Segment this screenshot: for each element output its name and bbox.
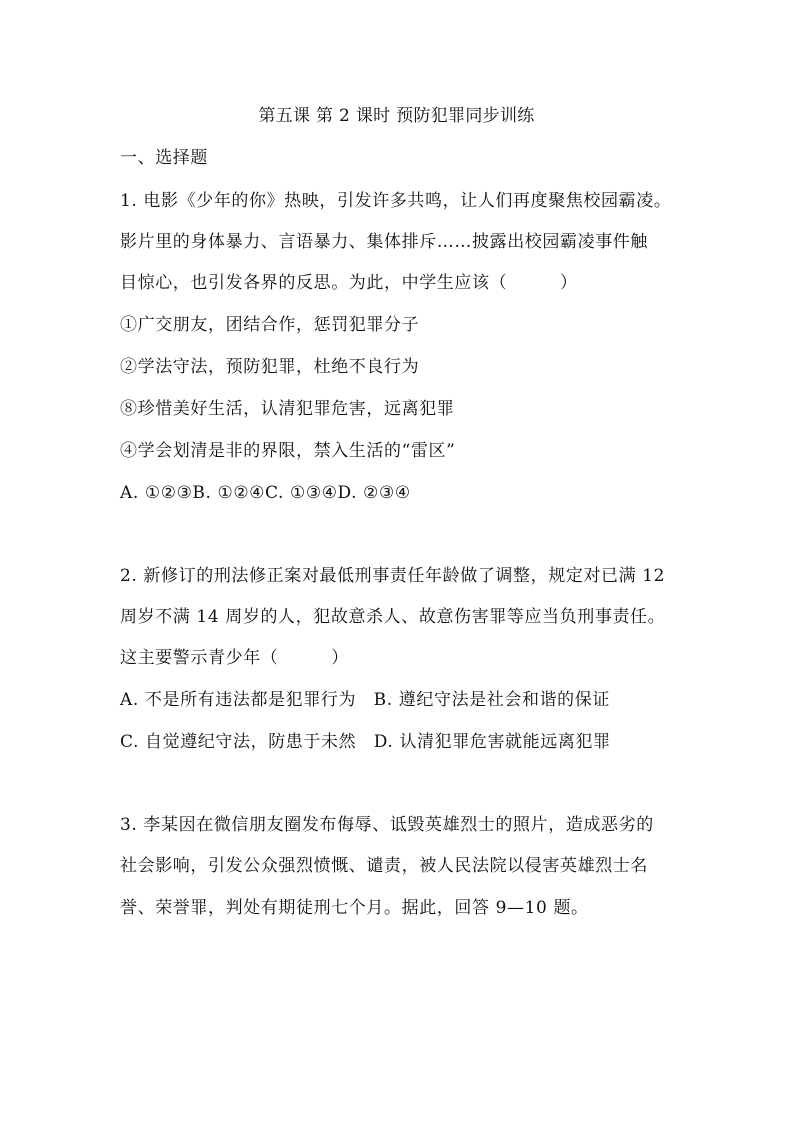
question-1-statement-1: ①广交朋友，团结合作，惩罚犯罪分子 — [120, 315, 420, 335]
question-1-stem-line-3: 目惊心，也引发各界的反思。为此，中学生应该（ ） — [120, 273, 578, 293]
question-3-stem-line-1: 3. 李某因在微信朋友圈发布侮辱、诋毁英雄烈士的照片，造成恶劣的 — [120, 815, 654, 835]
question-1-statement-2: ②学法守法，预防犯罪，杜绝不良行为 — [120, 357, 420, 377]
question-1-stem-line-2: 影片里的身体暴力、言语暴力、集体排斥……披露出校园霸凌事件触 — [120, 232, 648, 252]
question-2-options-line-2: C. 自觉遵纪守法，防患于未然 D. 认清犯罪危害就能远离犯罪 — [120, 732, 611, 752]
question-2-stem-line-2: 周岁不满 14 周岁的人，犯故意杀人、故意伤害罪等应当负刑事责任。 — [120, 607, 666, 627]
question-2-stem-line-1: 2. 新修订的刑法修正案对最低刑事责任年龄做了调整，规定对已满 12 — [120, 566, 666, 586]
document-title: 第五课 第 2 课时 预防犯罪同步训练 — [258, 106, 535, 126]
question-3-stem-line-3: 誉、荣誉罪，判处有期徒刑七个月。据此，回答 9—10 题。 — [120, 898, 589, 918]
section-heading: 一、选择题 — [120, 148, 208, 168]
question-1-statement-4: ④学会划清是非的界限，禁入生活的“雷区” — [120, 441, 456, 461]
question-2-stem-line-3: 这主要警示青少年（ ） — [120, 648, 349, 668]
question-1-options: A. ①②③B. ①②④C. ①③④D. ②③④ — [120, 483, 411, 503]
question-2-options-line-1: A. 不是所有违法都是犯罪行为 B. 遵纪守法是社会和谐的保证 — [120, 690, 610, 710]
question-1-statement-3: ⑧珍惜美好生活，认清犯罪危害，远离犯罪 — [120, 399, 455, 419]
question-3-stem-line-2: 社会影响，引发公众强烈愤慨、谴责，被人民法院以侵害英雄烈士名 — [120, 856, 648, 876]
question-1-stem-line-1: 1. 电影《少年的你》热映，引发许多共鸣，让人们再度聚焦校园霸凌。 — [120, 191, 672, 211]
